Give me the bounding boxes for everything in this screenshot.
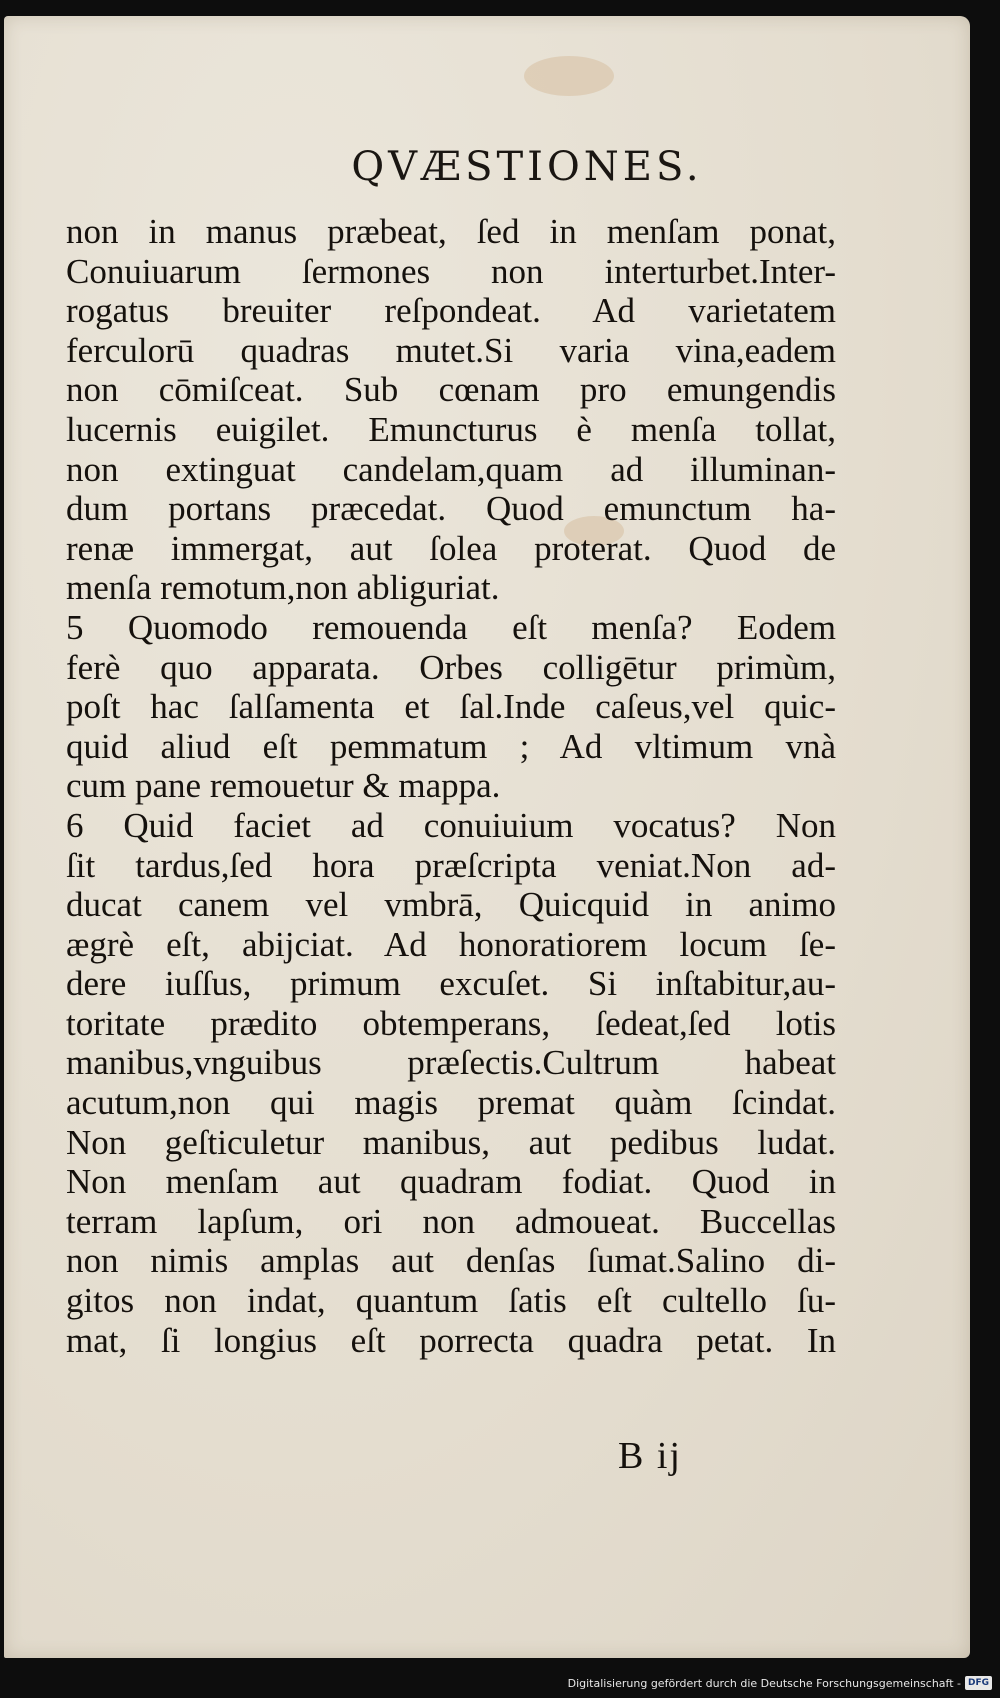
- text-line: lucernis euigilet. Emuncturus è menſa tollat,: [66, 409, 836, 449]
- text-line: renæ immergat, aut ſolea proterat. Quod de: [66, 528, 836, 568]
- text-line: ſit tardus,ſed hora præſcripta veniat.Non ad-: [66, 845, 836, 885]
- text-line: cum pane remouetur & mappa.: [66, 766, 501, 806]
- text-line: mat, ſi longius eſt porrecta quadra petat. In: [66, 1320, 836, 1360]
- digitization-footer: [568, 1672, 992, 1694]
- text-line: menſa remotum,non abliguriat.: [66, 568, 500, 608]
- text-line: ducat canem vel vmbrā, Quicquid in animo: [66, 885, 836, 925]
- text-line: Conuiuarum ſermones non interturbet.Inter-: [66, 251, 836, 291]
- text-line: 6 Quid faciet ad conuiuium vocatus? Non: [66, 805, 836, 845]
- footer-credit: Digitalisierung gefördert durch die Deutsche Forschungsgemeinschaft -: [567, 1676, 961, 1690]
- text-line: dum portans præcedat. Quod emunctum ha-: [66, 489, 836, 529]
- dfg-logo-icon: DFG: [965, 1676, 992, 1690]
- text-line: ferè quo apparata. Orbes colligētur primùm,: [66, 647, 836, 687]
- body-text: [66, 212, 836, 1360]
- text-line: terram lapſum, ori non admoueat. Buccellas: [66, 1201, 836, 1241]
- text-line: ferculorū quadras mutet.Si varia vina,eadem: [66, 330, 836, 370]
- text-line: acutum,non qui magis premat quàm ſcindat.: [66, 1083, 836, 1123]
- running-head: QVÆSTIONES.: [351, 144, 703, 190]
- text-line: dere iuſſus, primum excuſet. Si inſtabitur,au-: [66, 964, 836, 1004]
- text-line: quid aliud eſt pemmatum ; Ad vltimum vnà: [66, 726, 836, 766]
- text-line: non cōmiſceat. Sub cœnam pro emungendis: [66, 370, 836, 410]
- paper-stain: [524, 56, 614, 96]
- text-line: gitos non indat, quantum ſatis eſt cultello ſu-: [66, 1281, 836, 1321]
- text-line: Non geſticuletur manibus, aut pedibus ludat.: [66, 1122, 836, 1162]
- text-line: non in manus præbeat, ſed in menſam ponat,: [66, 212, 836, 251]
- text-line: manibus,vnguibus præſectis.Cultrum habeat: [66, 1043, 836, 1083]
- signature-mark: B ij: [618, 1435, 682, 1477]
- book-page: [4, 16, 970, 1658]
- text-line: non extinguat candelam,quam ad illuminan-: [66, 449, 836, 489]
- text-line: ægrè eſt, abijciat. Ad honoratiorem locum ſe-: [66, 924, 836, 964]
- text-line: poſt hac ſalſamenta et ſal.Inde caſeus,vel quic-: [66, 687, 836, 727]
- text-line: rogatus breuiter reſpondeat. Ad varietatem: [66, 291, 836, 331]
- text-line: toritate prædito obtemperans, ſedeat,ſed lotis: [66, 1003, 836, 1043]
- text-line: non nimis amplas aut denſas ſumat.Salino di-: [66, 1241, 836, 1281]
- text-line: Non menſam aut quadram fodiat. Quod in: [66, 1162, 836, 1202]
- text-line: 5 Quomodo remouenda eſt menſa? Eodem: [66, 607, 836, 647]
